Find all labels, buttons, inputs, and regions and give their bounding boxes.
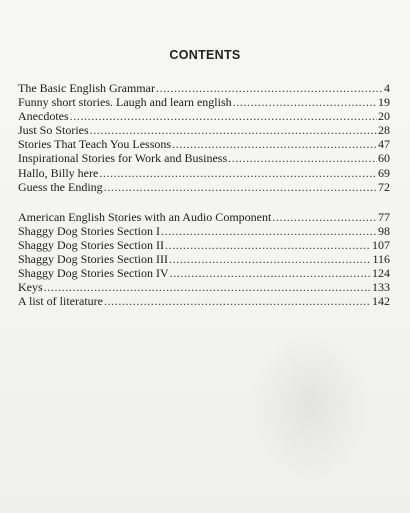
- toc-entry-title: Shaggy Dog Stories Section I: [18, 223, 160, 238]
- toc-entry: [18, 280, 390, 294]
- dot-leader: [161, 224, 377, 238]
- toc-entry-title: Just So Stories: [18, 123, 89, 138]
- toc-entry: [18, 210, 390, 224]
- toc-entry-page: 77: [378, 209, 390, 224]
- toc-entry-page: 133: [372, 280, 390, 295]
- dot-leader: [44, 280, 371, 294]
- toc-entry-title: A list of literature: [18, 294, 103, 309]
- dot-leader: [104, 180, 377, 194]
- toc-entry-title: Keys: [18, 280, 43, 295]
- toc-entry-page: 4: [384, 81, 390, 95]
- dot-leader: [228, 151, 377, 165]
- page-title: CONTENTS: [169, 48, 241, 62]
- toc-entry-page: 47: [378, 137, 390, 152]
- toc-entry-title: Shaggy Dog Stories Section II: [18, 237, 164, 252]
- toc-entry: [18, 294, 390, 308]
- toc-entry-page: 19: [378, 95, 390, 110]
- toc-entry-title: American English Stories with an Audio Component: [18, 209, 272, 224]
- toc-entry-page: 72: [378, 179, 390, 194]
- toc-entry-title: Stories That Teach You Lessons: [18, 137, 172, 152]
- toc-entry: [18, 238, 390, 252]
- toc-entry-page: 69: [378, 165, 390, 180]
- toc-entry: [18, 137, 390, 151]
- toc-entry: [18, 224, 390, 238]
- toc-entry: [18, 166, 390, 180]
- dot-leader: [272, 210, 377, 224]
- show-through-shadow: [250, 330, 370, 480]
- dot-leader: [104, 294, 371, 308]
- toc-entry: [18, 252, 390, 266]
- dot-leader: [172, 137, 377, 151]
- toc-entry: [18, 123, 390, 137]
- toc-entry-page: 142: [372, 294, 390, 309]
- table-of-contents: [18, 81, 390, 308]
- dot-leader: [165, 238, 371, 252]
- toc-entry-title: Funny short stories. Laugh and learn english: [18, 95, 232, 110]
- dot-leader: [90, 123, 377, 137]
- toc-entry-page: 107: [372, 237, 390, 252]
- dot-leader: [170, 266, 371, 280]
- toc-entry-page: 124: [372, 266, 390, 281]
- toc-entry-title: Anecdotes: [18, 109, 69, 124]
- toc-entry-title: Shaggy Dog Stories Section IV: [18, 266, 169, 281]
- toc-entry: [18, 266, 390, 280]
- toc-entry-title: Hallo, Billy here: [18, 165, 99, 180]
- dot-leader: [169, 252, 371, 266]
- toc-entry: [18, 109, 390, 123]
- toc-entry-title: Inspirational Stories for Work and Business: [18, 151, 228, 166]
- toc-group-1: [18, 81, 390, 194]
- toc-entry-title: Guess the Ending: [18, 179, 103, 194]
- toc-entry-page: 116: [372, 252, 390, 267]
- dot-leader: [156, 81, 383, 95]
- toc-entry-page: 60: [378, 151, 390, 166]
- toc-group-2: [18, 210, 390, 309]
- toc-entry-page: 28: [378, 123, 390, 138]
- toc-entry-page: 20: [378, 109, 390, 124]
- dot-leader: [70, 109, 377, 123]
- toc-entry-title: Shaggy Dog Stories Section III: [18, 252, 168, 267]
- toc-entry: [18, 180, 390, 194]
- toc-entry-title: The Basic English Grammar: [18, 81, 155, 95]
- toc-entry-page: 98: [378, 223, 390, 238]
- toc-entry: [18, 151, 390, 165]
- dot-leader: [233, 95, 377, 109]
- dot-leader: [99, 166, 377, 180]
- toc-entry: [18, 81, 390, 95]
- toc-entry: [18, 95, 390, 109]
